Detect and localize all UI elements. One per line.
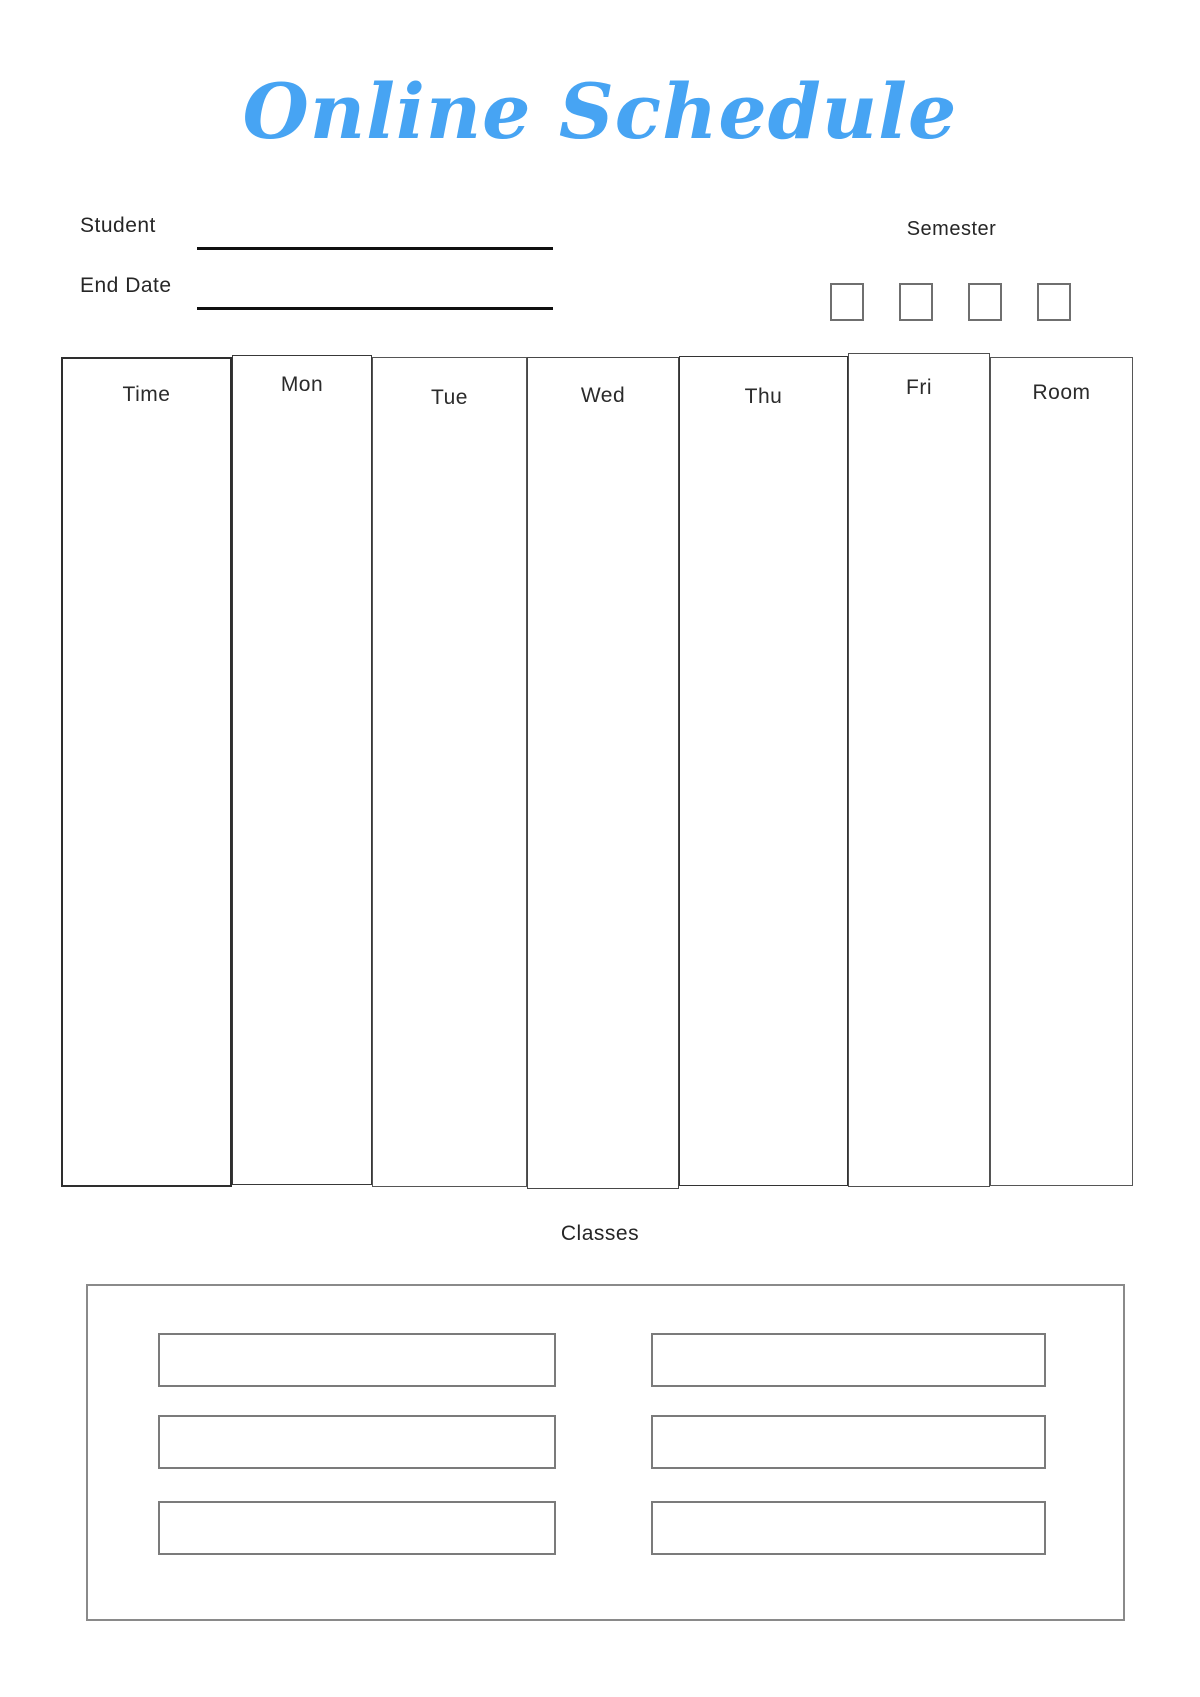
column-body-time[interactable]: [63, 421, 230, 1185]
column-body-fri[interactable]: [849, 416, 989, 1186]
class-slot-2[interactable]: [651, 1333, 1046, 1387]
column-header-time: Time: [122, 383, 171, 406]
classes-heading: Classes: [560, 1222, 640, 1245]
column-body-mon[interactable]: [233, 418, 371, 1184]
column-body-room[interactable]: [991, 420, 1132, 1185]
class-slot-6[interactable]: [651, 1501, 1046, 1555]
semester-checkbox-group: [830, 283, 1071, 321]
class-slot-5[interactable]: [158, 1501, 556, 1555]
semester-label: Semester: [906, 218, 997, 240]
column-room: [990, 357, 1133, 1186]
end-date-input-line[interactable]: [197, 307, 553, 310]
column-header-room: Room: [1032, 381, 1091, 404]
column-header-tue: Tue: [431, 386, 468, 409]
classes-box: [86, 1284, 1125, 1621]
column-time: [61, 357, 232, 1187]
semester-checkbox-3[interactable]: [968, 283, 1002, 321]
column-wed: [527, 357, 679, 1189]
column-fri: [848, 353, 990, 1187]
column-body-tue[interactable]: [373, 420, 526, 1186]
semester-checkbox-2[interactable]: [899, 283, 933, 321]
column-tue: [372, 357, 527, 1187]
semester-checkbox-1[interactable]: [830, 283, 864, 321]
column-mon: [232, 355, 372, 1185]
class-slot-4[interactable]: [651, 1415, 1046, 1469]
page-title: Online Schedule: [242, 67, 958, 156]
student-input-line[interactable]: [197, 247, 553, 250]
column-thu: [679, 356, 848, 1186]
column-header-mon: Mon: [280, 373, 324, 396]
column-header-fri: Fri: [906, 376, 932, 399]
column-body-wed[interactable]: [528, 420, 678, 1188]
column-header-thu: Thu: [744, 385, 783, 408]
column-body-thu[interactable]: [680, 419, 847, 1185]
student-label: Student: [80, 214, 156, 237]
schedule-table: [61, 355, 1133, 1189]
class-slot-3[interactable]: [158, 1415, 556, 1469]
class-slot-1[interactable]: [158, 1333, 556, 1387]
end-date-label: End Date: [80, 274, 172, 297]
semester-checkbox-4[interactable]: [1037, 283, 1071, 321]
column-header-wed: Wed: [580, 384, 626, 407]
